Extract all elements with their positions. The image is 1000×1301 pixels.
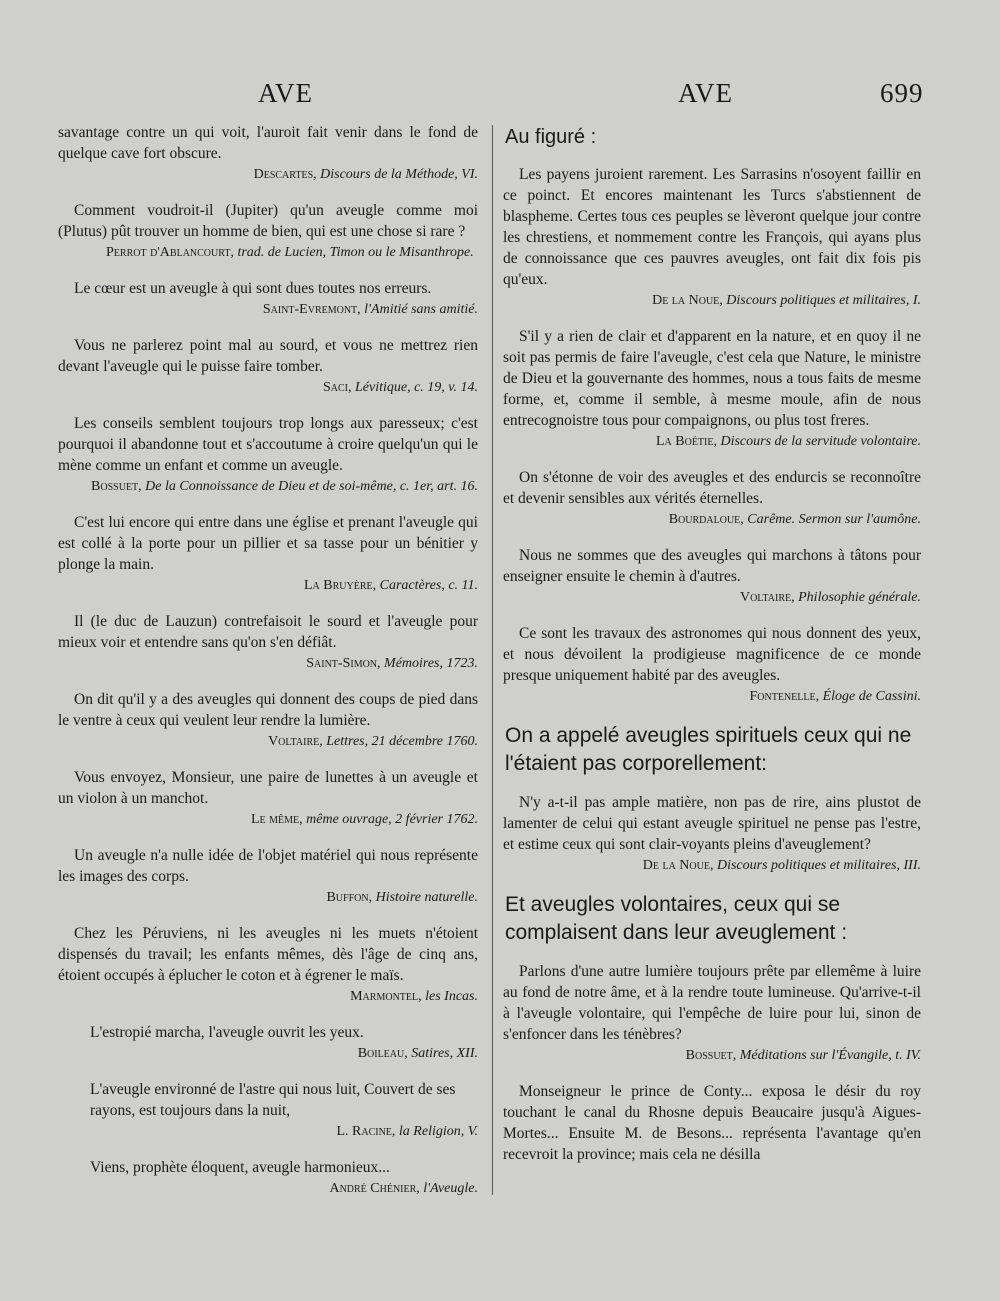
quotation-text: L'estropié marcha, l'aveugle ouvrit les yeux. xyxy=(90,1024,364,1041)
quotation-entry xyxy=(58,512,478,595)
citation-author: De la Noue, xyxy=(642,858,714,873)
citation-work: Mémoires, 1723. xyxy=(384,656,478,671)
section-heading: Au figuré : xyxy=(505,126,597,148)
citation xyxy=(503,510,921,529)
citation xyxy=(58,378,478,397)
citation-work: Lévitique, c. 19, v. 14. xyxy=(355,380,478,395)
quotation-text: Comment voudroit-il (Jupiter) qu'un aveugle comme moi (Plutus) pût trouver un homme de bien, qui est une chose si rare ? xyxy=(58,202,478,240)
quotation-entry xyxy=(58,335,478,397)
citation-work: Discours de la Méthode, VI. xyxy=(320,167,478,182)
citation xyxy=(58,576,478,595)
citation-author: La Bruyère, xyxy=(304,578,377,593)
citation-work: trad. de Lucien, Timon ou le Misanthrope. xyxy=(237,245,474,260)
quotation-entry xyxy=(58,767,478,829)
citation-work: l'Amitié sans amitié. xyxy=(364,302,478,317)
quotation-entry xyxy=(58,1079,478,1141)
quotation-text: Ce sont les travaux des astronomes qui nous donnent des yeux, et nous dévoilent la prodigieuse magnificence de ce monde presque uniquement habité par des aveugles. xyxy=(503,625,921,684)
section-heading: On a appelé aveugles spirituels ceux qui ne l'étaient pas corporellement: xyxy=(505,724,912,775)
citation xyxy=(58,243,478,262)
citation-author: Perrot d'Ablancourt, xyxy=(106,245,234,260)
citation xyxy=(58,888,478,907)
running-head-left: AVE xyxy=(258,78,314,108)
quotation-text: Les conseils semblent toujours trop longs aux paresseux; c'est pourquoi il abandonne tout et s'accoutume à croire quelqu'un qui le mène comme un enfant et comme un aveugle. xyxy=(58,415,478,474)
citation xyxy=(58,300,478,319)
citation xyxy=(58,987,478,1006)
quotation-text: Les payens juroient rarement. Les Sarrasins n'osoyent faillir en ce poinct. Et encores maintenant les Turcs s'abstiennent de blaspheme. Certes tous ces peuples se lèveront quelque jour contre les chrestiens, et nommement contre les François, qui ayans plus de connoissance que ces pauvres aveugles, ont fait dix fois pis qu'eux. xyxy=(503,166,921,288)
citation xyxy=(58,732,478,751)
citation-work: Discours de la servitude volontaire. xyxy=(720,434,921,449)
citation-work: Discours politiques et militaires, I. xyxy=(726,293,921,308)
quotation-entry xyxy=(503,623,921,706)
section-heading: Et aveugles volontaires, ceux qui se complaisent dans leur aveuglement : xyxy=(505,893,848,944)
citation xyxy=(58,654,478,673)
citation-author: Descartes, xyxy=(253,167,317,182)
citation xyxy=(58,477,478,496)
citation xyxy=(503,588,921,607)
quotation-entry xyxy=(58,200,478,262)
citation-author: Boileau, xyxy=(357,1046,408,1061)
right-column xyxy=(503,122,921,1181)
citation xyxy=(503,432,921,451)
quotation-entry xyxy=(503,467,921,529)
citation xyxy=(58,1122,478,1141)
quotation-text: Vous envoyez, Monsieur, une paire de lunettes à un aveugle et un violon à un manchot. xyxy=(58,769,478,807)
quotation-entry xyxy=(58,278,478,319)
quotation-entry xyxy=(58,413,478,496)
citation-work: Discours politiques et militaires, III. xyxy=(716,858,921,873)
citation xyxy=(58,1179,478,1198)
citation-author: Le même, xyxy=(250,812,303,827)
citation-author: André Chénier, xyxy=(329,1181,420,1196)
quotation-entry xyxy=(58,689,478,751)
quotation-entry xyxy=(58,845,478,907)
running-head-right: AVE xyxy=(678,78,734,108)
citation-author: L. Racine, xyxy=(336,1124,396,1139)
quotation-text: Le cœur est un aveugle à qui sont dues toutes nos erreurs. xyxy=(74,280,432,297)
citation-author: Saci, xyxy=(322,380,352,395)
quotation-entry xyxy=(58,1022,478,1063)
left-column xyxy=(58,122,478,1214)
citation-work: Éloge de Cassini. xyxy=(822,689,921,704)
citation-author: Voltaire, xyxy=(268,734,323,749)
citation xyxy=(58,1044,478,1063)
citation-author: La Boétie, xyxy=(655,434,717,449)
citation-work: Méditations sur l'Évangile, t. IV. xyxy=(739,1048,921,1063)
citation-work: les Incas. xyxy=(425,989,478,1004)
citation-author: Bossuet, xyxy=(91,479,142,494)
quotation-text: S'il y a rien de clair et d'apparent en la nature, et en quoy il ne soit pas permis de faire l'aveugle, c'est cela que Nature, le ministre de Dieu et la gouvernante des hommes, nous a tous faits de mesme forme, et, comme il semble, à mesme moule, afin de nous entrecognoistre tous pour compaignons, ou plus tost freres. xyxy=(503,328,921,429)
citation-work: Lettres, 21 décembre 1760. xyxy=(326,734,478,749)
citation-work: même ouvrage, 2 février 1762. xyxy=(306,812,478,827)
quotation-entry xyxy=(503,961,921,1065)
citation-work: Satires, XII. xyxy=(411,1046,478,1061)
citation xyxy=(503,687,921,706)
page-number: 699 xyxy=(880,78,924,108)
quotation-entry xyxy=(58,122,478,184)
quotation-text: On dit qu'il y a des aveugles qui donnent des coups de pied dans le ventre à ceux qui veulent leur rendre la lumière. xyxy=(58,691,478,729)
citation-work: Caractères, c. 11. xyxy=(379,578,478,593)
citation xyxy=(58,165,478,184)
citation xyxy=(503,856,921,875)
citation xyxy=(503,291,921,310)
citation-work: Histoire naturelle. xyxy=(375,890,478,905)
citation-author: Saint-Evremont, xyxy=(262,302,361,317)
quotation-text: Il (le duc de Lauzun) contrefaisoit le sourd et l'aveugle pour mieux voir et entendre sans qu'on s'en défiât. xyxy=(58,613,478,651)
column-divider xyxy=(492,125,493,1195)
citation-work: De la Connoissance de Dieu et de soi-même, c. 1er, art. 16. xyxy=(145,479,478,494)
citation-author: Bourdaloue, xyxy=(668,512,744,527)
citation-author: Fontenelle, xyxy=(749,689,820,704)
quotation-entry xyxy=(58,1157,478,1198)
citation-work: l'Aveugle. xyxy=(423,1181,478,1196)
citation xyxy=(58,810,478,829)
quotation-text: Monseigneur le prince de Conty... exposa le désir du roy touchant le canal du Rhosne depuis Beaucaire jusqu'à Aigues-Mortes... Ensuite M. de Besons... représenta l'avantage qu'en recevroit la province; mais cela ne désilla xyxy=(503,1083,921,1163)
quotation-text: L'aveugle environné de l'astre qui nous luit, Couvert de ses rayons, est toujours dans la nuit, xyxy=(90,1081,456,1119)
citation-author: Buffon, xyxy=(326,890,373,905)
quotation-text: Parlons d'une autre lumière toujours prête par ellemême à luire au fond de notre âme, et à la rendre toute lumineuse. Qu'arrive-t-il à l'aveugle volontaire, qui l'empêche de luire pour lui, sinon de s'enfoncer dans les ténèbres? xyxy=(503,963,921,1043)
citation xyxy=(503,1046,921,1065)
quotation-text: Un aveugle n'a nulle idée de l'objet matériel qui nous représente les images des corps. xyxy=(58,847,478,885)
quotation-entry xyxy=(58,611,478,673)
quotation-text: Chez les Péruviens, ni les aveugles ni les muets n'étoient dispensés du travail; les enfants mêmes, dès l'âge de cinq ans, étoient occupés à éplucher le coton et à égrener le maïs. xyxy=(58,925,478,984)
quotation-entry xyxy=(503,164,921,310)
citation-author: De la Noue, xyxy=(652,293,723,308)
quotation-entry xyxy=(503,792,921,875)
citation-work: Philosophie générale. xyxy=(798,590,921,605)
quotation-text: Vous ne parlerez point mal au sourd, et vous ne mettrez rien devant l'aveugle qui le puisse faire tomber. xyxy=(58,337,478,375)
quotation-entry xyxy=(58,923,478,1006)
quotation-text: N'y a-t-il pas ample matière, non pas de rire, ains plustot de lamenter de celui qui estant aveugle spirituel ne pense pas l'estre, et estime ceux qui sont clair-voyants pleins d'aveuglement? xyxy=(503,794,921,853)
citation-author: Marmontel, xyxy=(350,989,422,1004)
citation-author: Voltaire, xyxy=(739,590,795,605)
quotation-text: C'est lui encore qui entre dans une église et prenant l'aveugle qui est collé à la porte pour un pillier et sa tasse pour un bénitier y plonge la main. xyxy=(58,514,478,573)
citation-author: Saint-Simon, xyxy=(306,656,381,671)
quotation-entry xyxy=(503,1081,921,1165)
quotation-entry xyxy=(503,326,921,451)
quotation-text: On s'étonne de voir des aveugles et des endurcis se reconnoître et devenir sensibles aux vérités éternelles. xyxy=(503,469,921,507)
quotation-entry xyxy=(503,545,921,607)
citation-work: la Religion, V. xyxy=(398,1124,478,1139)
citation-author: Bossuet, xyxy=(685,1048,737,1063)
quotation-text: Nous ne sommes que des aveugles qui marchons à tâtons pour enseigner ensuite le chemin à d'autres. xyxy=(503,547,921,585)
quotation-text: Viens, prophète éloquent, aveugle harmonieux... xyxy=(90,1159,390,1176)
quotation-text: savantage contre un qui voit, l'auroit fait venir dans le fond de quelque cave fort obscure. xyxy=(58,124,478,162)
citation-work: Carême. Sermon sur l'aumône. xyxy=(747,512,921,527)
